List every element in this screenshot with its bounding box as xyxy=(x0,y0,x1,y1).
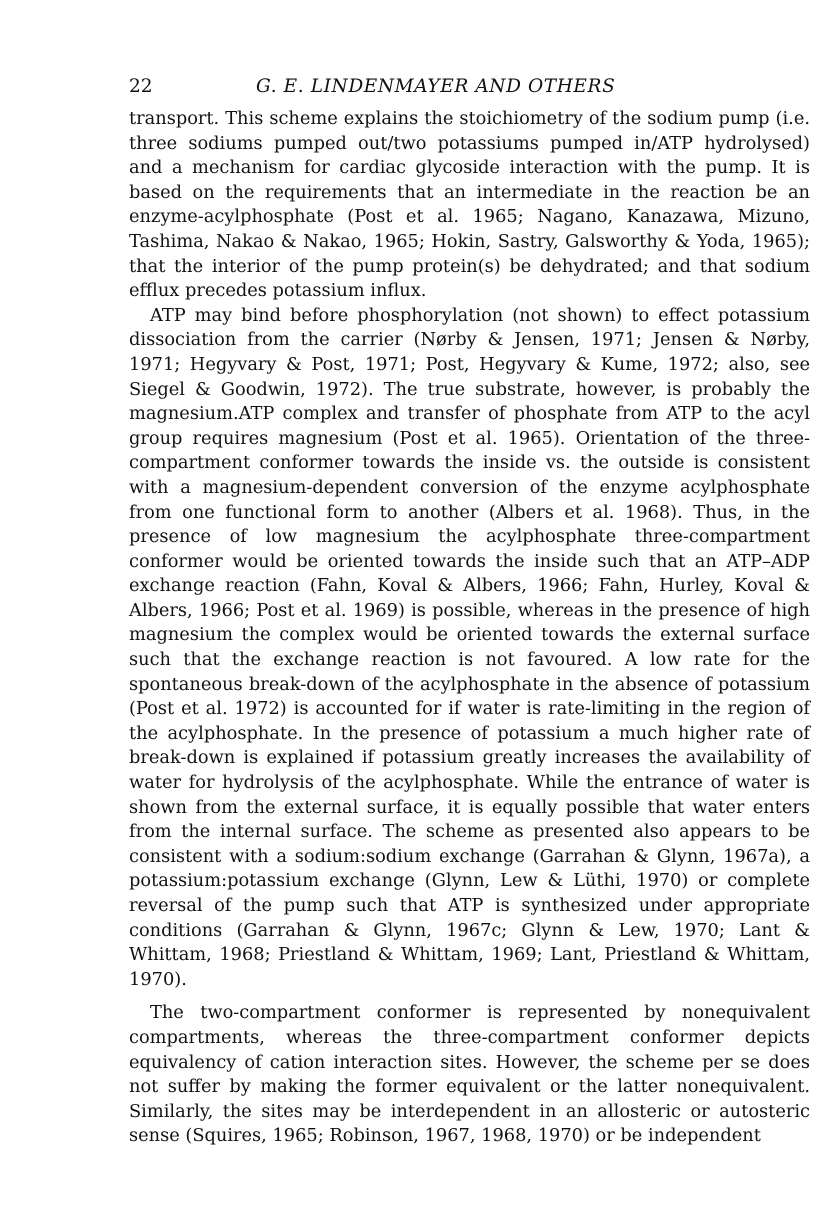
paragraph-atp-binding: ATP may bind before phosphorylation (not shown) to effect potassium dissociation from the carrier (Nørby & Jensen, 1971; Jensen & Nørby, 1971; Hegyvary & Post, 1971; Post, Hegyvary & Kume, 1972; also, see Siegel & Goodwin, 1972). The true substrate, however, is probably the magnesium.ATP complex and transfer of phosphate from ATP to the acyl group requires magnesium (Post et al. 1965). Orientation of the three-compartment conformer towards the inside vs. the outside is consistent with a magnesium-dependent conversion of the enzyme acylphosphate from one functional form to another (Albers et al. 1968). Thus, in the presence of low magnesium the acylphosphate three-compartment conformer would be oriented towards the inside such that an ATP–ADP exchange reaction (Fahn, Koval & Albers, 1966; Fahn, Hurley, Koval & Albers, 1966; Post et al. 1969) is possible, whereas in the presence of high magnesium the complex would be oriented towards the external surface such that the exchange reaction is not favoured. A low rate for the spontaneous break-down of the acylphosphate in the absence of potassium (Post et al. 1972) is accounted for if water is rate-limiting in the region of the acylphosphate. In the presence of potassium a much higher rate of break-down is explained if potassium greatly increases the availability of water for hydrolysis of the acylphosphate. While the entrance of water is shown from the external surface, it is equally possible that water enters from the internal surface. The scheme as presented also appears to be consistent with a sodium:sodium exchange (Garrahan & Glynn, 1967a), a potassium:potassium exchange (Glynn, Lew & Lüthi, 1970) or complete reversal of the pump such that ATP is synthesized under appropriate conditions (Garrahan & Glynn, 1967c; Glynn & Lew, 1970; Lant & Whittam, 1968; Priestland & Whittam, 1969; Lant, Priestland & Whittam, 1970). xyxy=(129,304,810,990)
page-number: 22 xyxy=(129,76,153,97)
paper-page xyxy=(129,76,810,1149)
running-header xyxy=(129,76,810,104)
paragraph-conformers: The two-compartment conformer is represented by nonequivalent compartments, whereas the three-compartment conformer depicts equivalency of cation interaction sites. However, the scheme per se does not suffer by making the former equivalent or the latter nonequivalent. Similarly, the sites may be interdependent in an allosteric or autosteric sense (Squires, 1965; Robinson, 1967, 1968, 1970) or be independent xyxy=(129,1002,810,1147)
running-title: G. E. LINDENMAYER AND OTHERS xyxy=(256,76,616,97)
body-text xyxy=(129,107,810,1149)
paragraph-continued: transport. This scheme explains the stoichiometry of the sodium pump (i.e. three sodiums pumped out/two potassiums pumped in/ATP hydrolysed) and a mechanism for cardiac glycoside interaction with the pump. It is based on the requirements that an intermediate in the reaction be an enzyme-acylphosphate (Post et al. 1965; Nagano, Kanazawa, Mizuno, Tashima, Nakao & Nakao, 1965; Hokin, Sastry, Galsworthy & Yoda, 1965); that the interior of the pump protein(s) be dehydrated; and that sodium efflux precedes potassium influx. xyxy=(129,108,810,302)
